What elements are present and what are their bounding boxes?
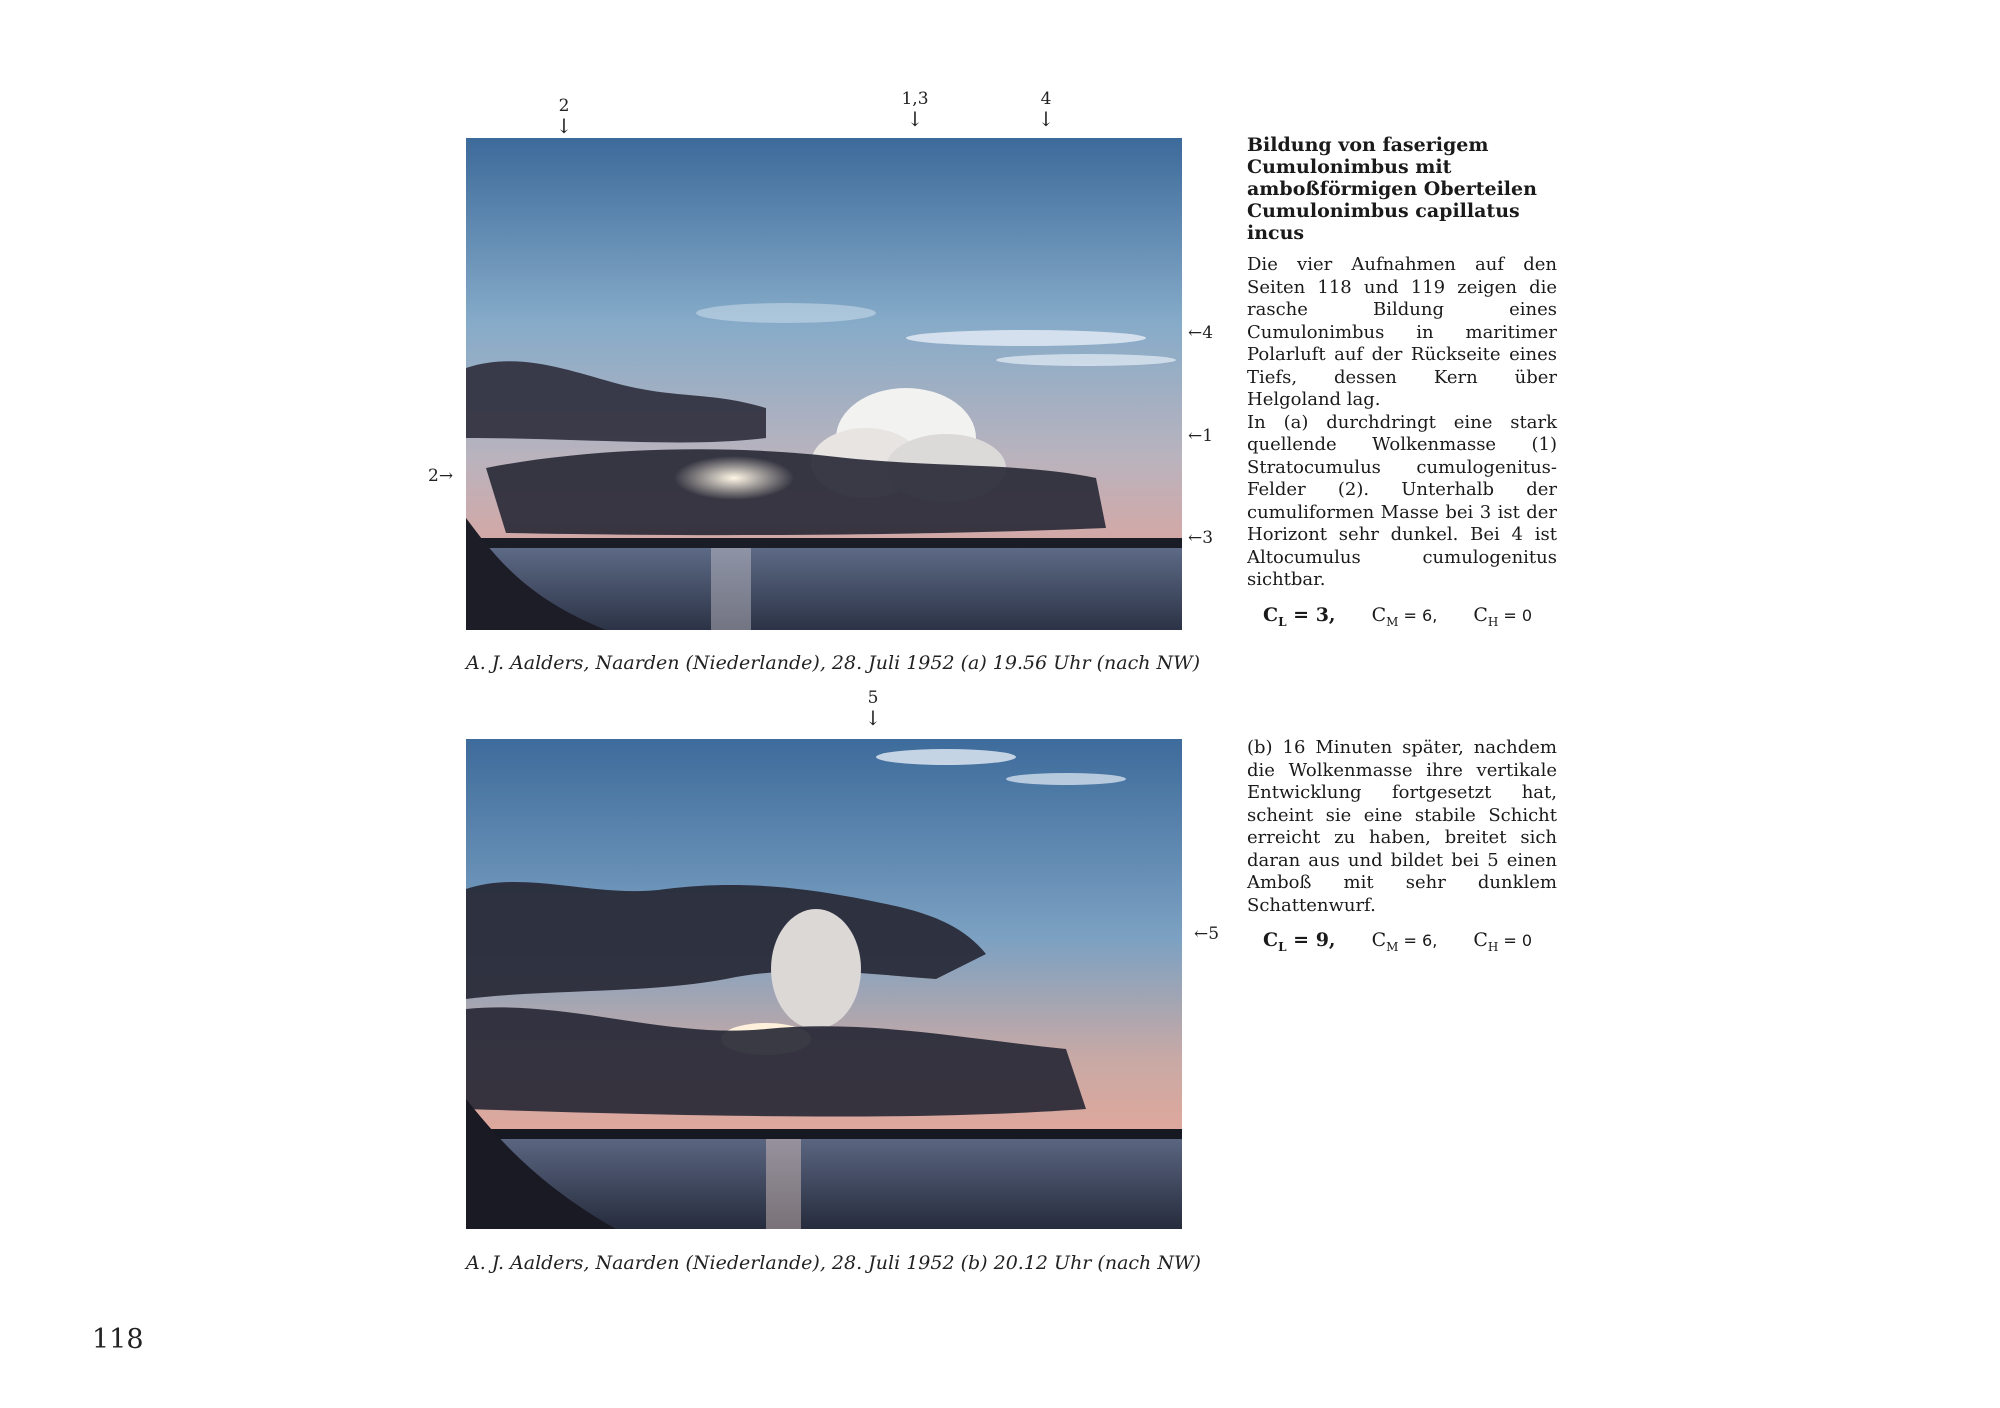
description-paragraph-1: Die vier Aufnahmen auf den Seiten 118 und 119 zeigen die rasche Bildung eines Cumulonimbus in maritimer Polarluft auf der Rückseite eines Tiefs, dessen Kern über Helgoland lag. <box>1247 254 1557 410</box>
marker-top-5: 5 ↓ <box>864 688 882 730</box>
page-number: 118 <box>92 1324 144 1355</box>
code-cm: $C_M = 6$, <box>1371 603 1438 629</box>
code-ch: $C_H = 0$ <box>1473 603 1533 629</box>
marker-top-4: 4 ↓ <box>1037 89 1055 131</box>
code-cm: $C_M = 6$, <box>1371 929 1438 954</box>
section-subtitle: Cumulonimbus capillatus incus <box>1247 200 1520 244</box>
marker-top-1-3: 1,3 ↓ <box>901 89 929 131</box>
description-paragraph-2: In (a) durchdringt eine stark quellende Wolkenmasse (1) Stratocumulus cumulogenitus-Felder (2). Unterhalb der cumuliformen Masse bei 3 ist der Horizont sehr dunkel. Bei 4 ist Altocumulus cumulogenitus sichtbar. <box>1247 411 1557 590</box>
marker-left-2: 2→ <box>428 466 454 486</box>
section-title: Bildung von faserigem Cumulonimbus mit amboßförmigen Oberteilen <box>1247 134 1537 200</box>
caption-photo-b: A. J. Aalders, Naarden (Niederlande), 28. Juli 1952 (b) 20.12 Uhr (nach NW) <box>466 1252 1201 1274</box>
marker-right-3: ←3 <box>1188 528 1214 548</box>
photo-cumulonimbus-a <box>466 138 1182 630</box>
cloud-codes-b <box>1247 929 1557 954</box>
photo-cumulonimbus-b <box>466 739 1182 1229</box>
code-cl: $C_L = 9$, <box>1263 929 1336 954</box>
sidebar-text-b <box>1247 737 1557 954</box>
code-cl: $C_L = 3$, <box>1263 603 1336 629</box>
cloud-codes-a <box>1247 604 1557 629</box>
marker-top-2: 2 ↓ <box>555 96 573 138</box>
sidebar-text-a <box>1247 134 1557 628</box>
marker-right-4: ←4 <box>1188 323 1214 343</box>
code-ch: $C_H = 0$ <box>1473 929 1533 954</box>
caption-photo-a: A. J. Aalders, Naarden (Niederlande), 28. Juli 1952 (a) 19.56 Uhr (nach NW) <box>466 652 1201 674</box>
description-paragraph-b: (b) 16 Minuten später, nachdem die Wolkenmasse ihre vertikale Entwicklung fortgesetzt hat, scheint sie eine stabile Schicht erreicht zu haben, breitet sich daran aus und bildet bei 5 einen Amboß mit sehr dunklem Schattenwurf. <box>1247 737 1557 916</box>
marker-right-5: ←5 <box>1194 924 1220 944</box>
marker-right-1: ←1 <box>1188 426 1214 446</box>
